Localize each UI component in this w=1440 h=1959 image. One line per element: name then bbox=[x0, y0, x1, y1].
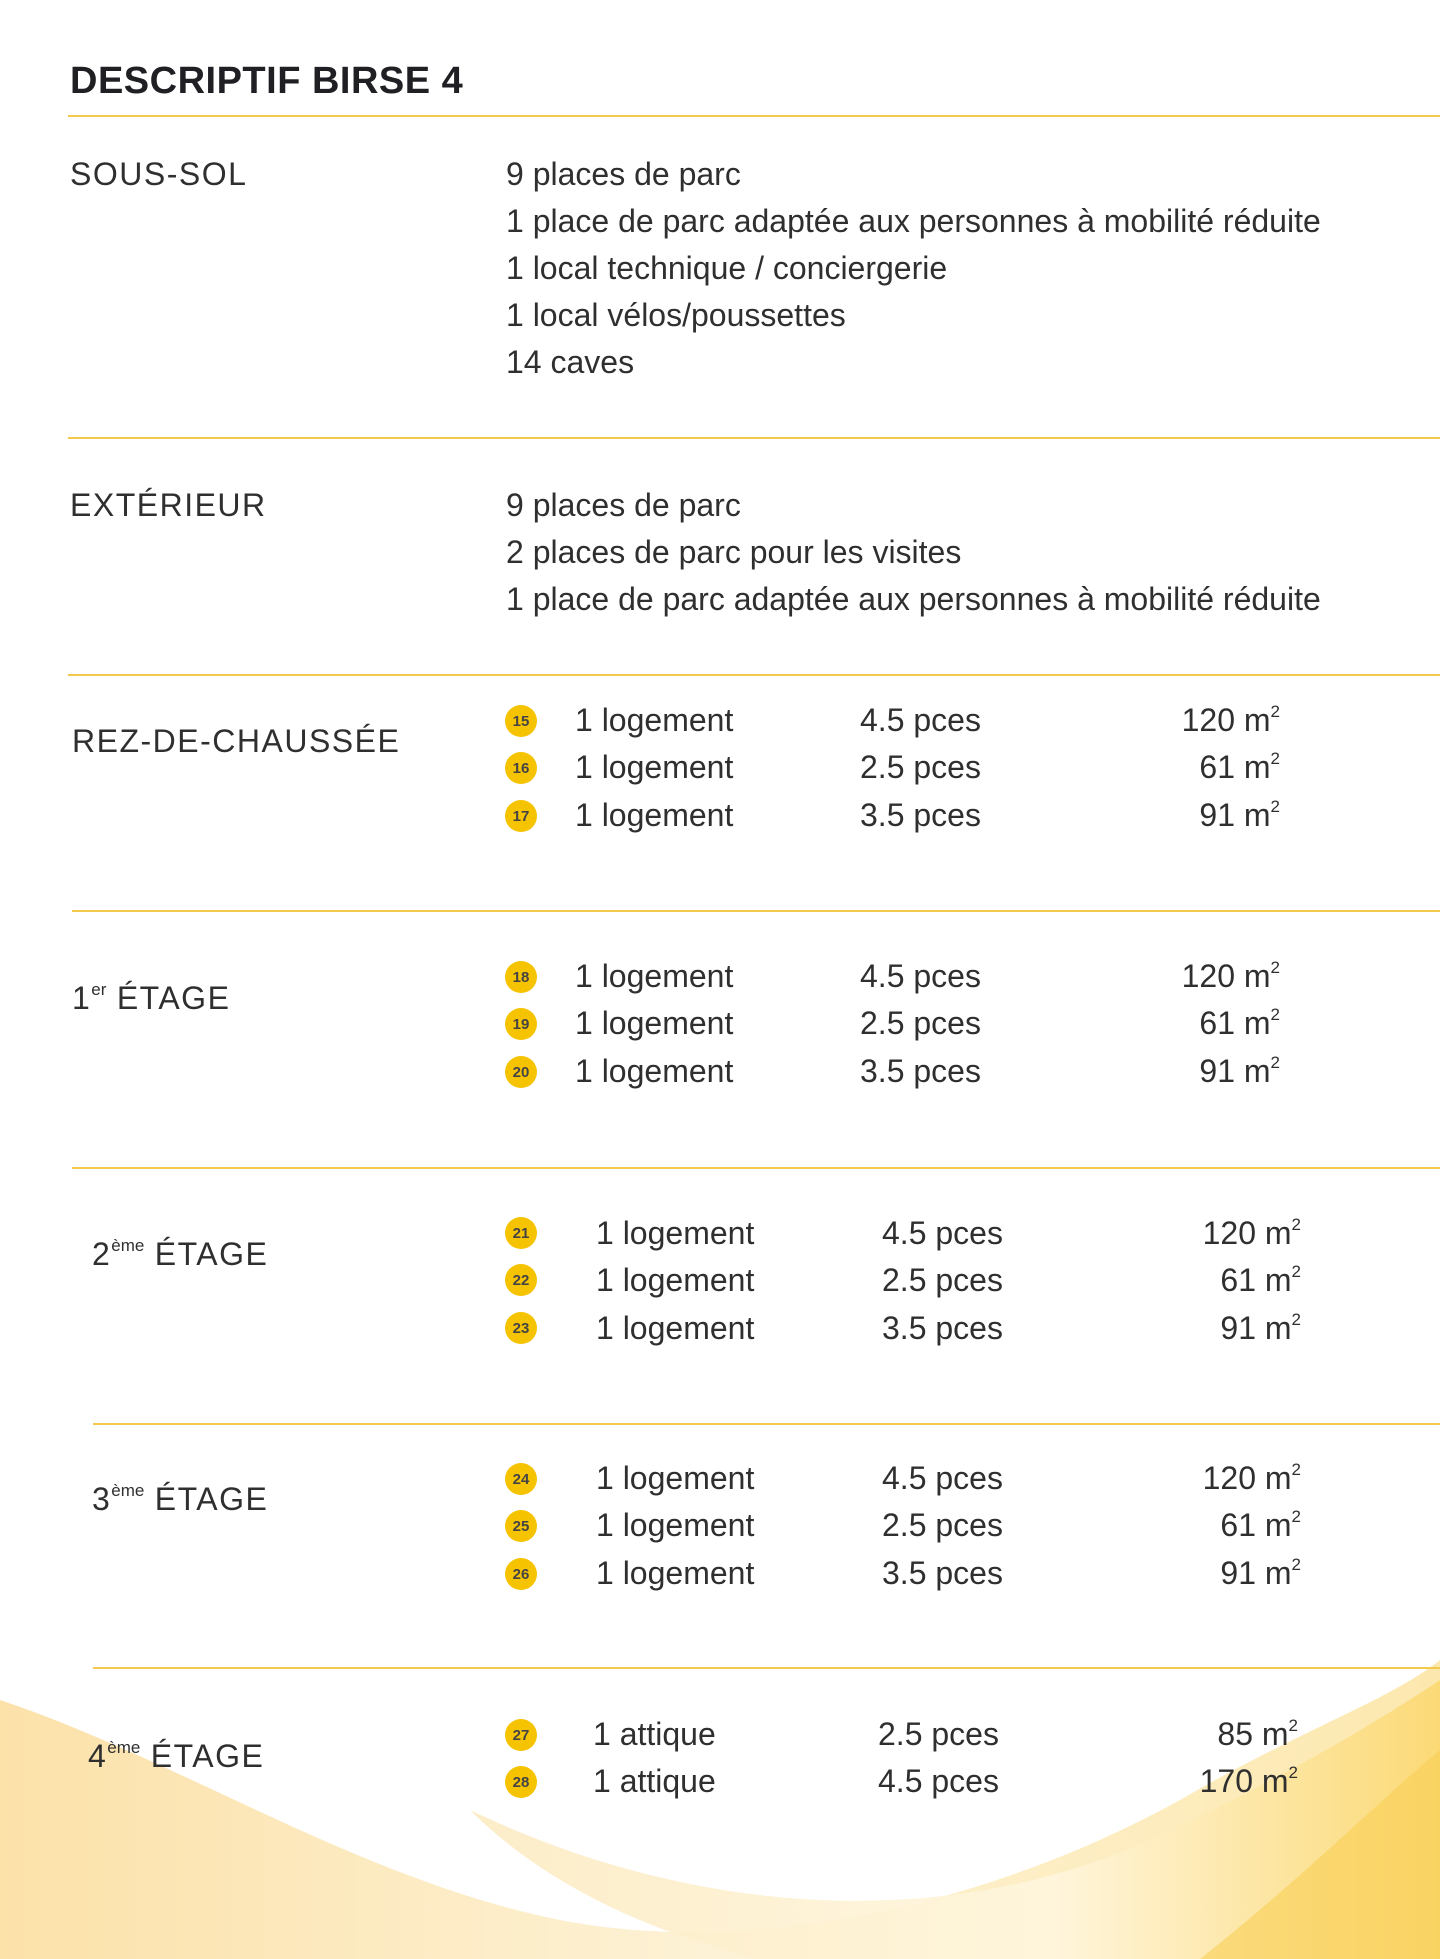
unit-number-badge: 19 bbox=[505, 1008, 537, 1040]
unit-rooms: 4.5 pces bbox=[882, 1460, 1003, 1496]
divider bbox=[68, 437, 1440, 439]
unit-rooms: 2.5 pces bbox=[882, 1507, 1003, 1543]
unit-number-badge: 28 bbox=[505, 1766, 537, 1798]
unit-area: 61 $m^2$ bbox=[1220, 1262, 1301, 1298]
floor-label-4: 4ème ÉTAGE bbox=[88, 1738, 265, 1774]
unit-rooms: 2.5 pces bbox=[860, 749, 981, 785]
floor-label-3: 3ème ÉTAGE bbox=[92, 1481, 269, 1517]
unit-rooms: 3.5 pces bbox=[860, 1053, 981, 1089]
unit-number-badge: 20 bbox=[505, 1056, 537, 1088]
unit-area: 120 $m^2$ bbox=[1202, 1460, 1301, 1496]
unit-area: 91 $m^2$ bbox=[1199, 797, 1280, 833]
unit-rooms: 4.5 pces bbox=[860, 958, 981, 994]
floor-label-1: 1er ÉTAGE bbox=[72, 980, 231, 1016]
unit-type: 1 logement bbox=[575, 702, 734, 738]
unit-type: 1 logement bbox=[575, 797, 734, 833]
list-item: 9 places de parc bbox=[506, 487, 741, 523]
unit-type: 1 logement bbox=[596, 1262, 755, 1298]
unit-rooms: 2.5 pces bbox=[882, 1262, 1003, 1298]
divider bbox=[72, 910, 1440, 912]
unit-rooms: 3.5 pces bbox=[860, 797, 981, 833]
divider bbox=[93, 1667, 1440, 1669]
unit-type: 1 logement bbox=[575, 1053, 734, 1089]
unit-area: 61 $m^2$ bbox=[1220, 1507, 1301, 1543]
section-label-exterieur: EXTÉRIEUR bbox=[70, 487, 267, 523]
unit-type: 1 logement bbox=[596, 1507, 755, 1543]
list-item: 1 local vélos/poussettes bbox=[506, 297, 846, 333]
floor-label-rez: REZ-DE-CHAUSSÉE bbox=[72, 723, 401, 759]
unit-rooms: 3.5 pces bbox=[882, 1555, 1003, 1591]
floor-label-2: 2ème ÉTAGE bbox=[92, 1236, 269, 1272]
unit-type: 1 logement bbox=[596, 1555, 755, 1591]
unit-number-badge: 22 bbox=[505, 1264, 537, 1296]
unit-type: 1 attique bbox=[593, 1716, 716, 1752]
unit-type: 1 logement bbox=[596, 1460, 755, 1496]
unit-number-badge: 23 bbox=[505, 1312, 537, 1344]
unit-type: 1 logement bbox=[575, 1005, 734, 1041]
unit-number-badge: 18 bbox=[505, 961, 537, 993]
unit-rooms: 2.5 pces bbox=[878, 1716, 999, 1752]
unit-rooms: 4.5 pces bbox=[882, 1215, 1003, 1251]
unit-area: 120 $m^2$ bbox=[1202, 1215, 1301, 1251]
divider bbox=[72, 1167, 1440, 1169]
list-item: 9 places de parc bbox=[506, 156, 741, 192]
unit-area: 170 $m^2$ bbox=[1199, 1763, 1298, 1799]
unit-type: 1 logement bbox=[596, 1215, 755, 1251]
unit-type: 1 logement bbox=[575, 958, 734, 994]
section-label-sous-sol: SOUS-SOL bbox=[70, 156, 248, 192]
unit-rooms: 3.5 pces bbox=[882, 1310, 1003, 1346]
document-title: DESCRIPTIF BIRSE 4 bbox=[70, 60, 464, 102]
unit-area: 91 $m^2$ bbox=[1199, 1053, 1280, 1089]
unit-rooms: 4.5 pces bbox=[860, 702, 981, 738]
unit-type: 1 logement bbox=[575, 749, 734, 785]
unit-type: 1 logement bbox=[596, 1310, 755, 1346]
unit-area: 61 $m^2$ bbox=[1199, 749, 1280, 785]
unit-rooms: 2.5 pces bbox=[860, 1005, 981, 1041]
unit-area: 91 $m^2$ bbox=[1220, 1310, 1301, 1346]
unit-number-badge: 24 bbox=[505, 1463, 537, 1495]
unit-type: 1 attique bbox=[593, 1763, 716, 1799]
unit-area: 120 $m^2$ bbox=[1181, 958, 1280, 994]
list-item: 2 places de parc pour les visites bbox=[506, 534, 962, 570]
unit-area: 61 $m^2$ bbox=[1199, 1005, 1280, 1041]
unit-area: 85 $m^2$ bbox=[1217, 1716, 1298, 1752]
unit-rooms: 4.5 pces bbox=[878, 1763, 999, 1799]
unit-number-badge: 16 bbox=[505, 752, 537, 784]
unit-number-badge: 15 bbox=[505, 705, 537, 737]
unit-number-badge: 25 bbox=[505, 1510, 537, 1542]
list-item: 1 local technique / conciergerie bbox=[506, 250, 948, 286]
divider bbox=[68, 674, 1440, 676]
list-item: 14 caves bbox=[506, 344, 635, 380]
divider bbox=[93, 1423, 1440, 1425]
unit-area: 91 $m^2$ bbox=[1220, 1555, 1301, 1591]
unit-number-badge: 21 bbox=[505, 1217, 537, 1249]
unit-area: 120 $m^2$ bbox=[1181, 702, 1280, 738]
unit-number-badge: 17 bbox=[505, 800, 537, 832]
unit-number-badge: 27 bbox=[505, 1719, 537, 1751]
divider bbox=[68, 115, 1440, 117]
list-item: 1 place de parc adaptée aux personnes à mobilité réduite bbox=[506, 581, 1321, 617]
list-item: 1 place de parc adaptée aux personnes à mobilité réduite bbox=[506, 203, 1321, 239]
unit-number-badge: 26 bbox=[505, 1558, 537, 1590]
